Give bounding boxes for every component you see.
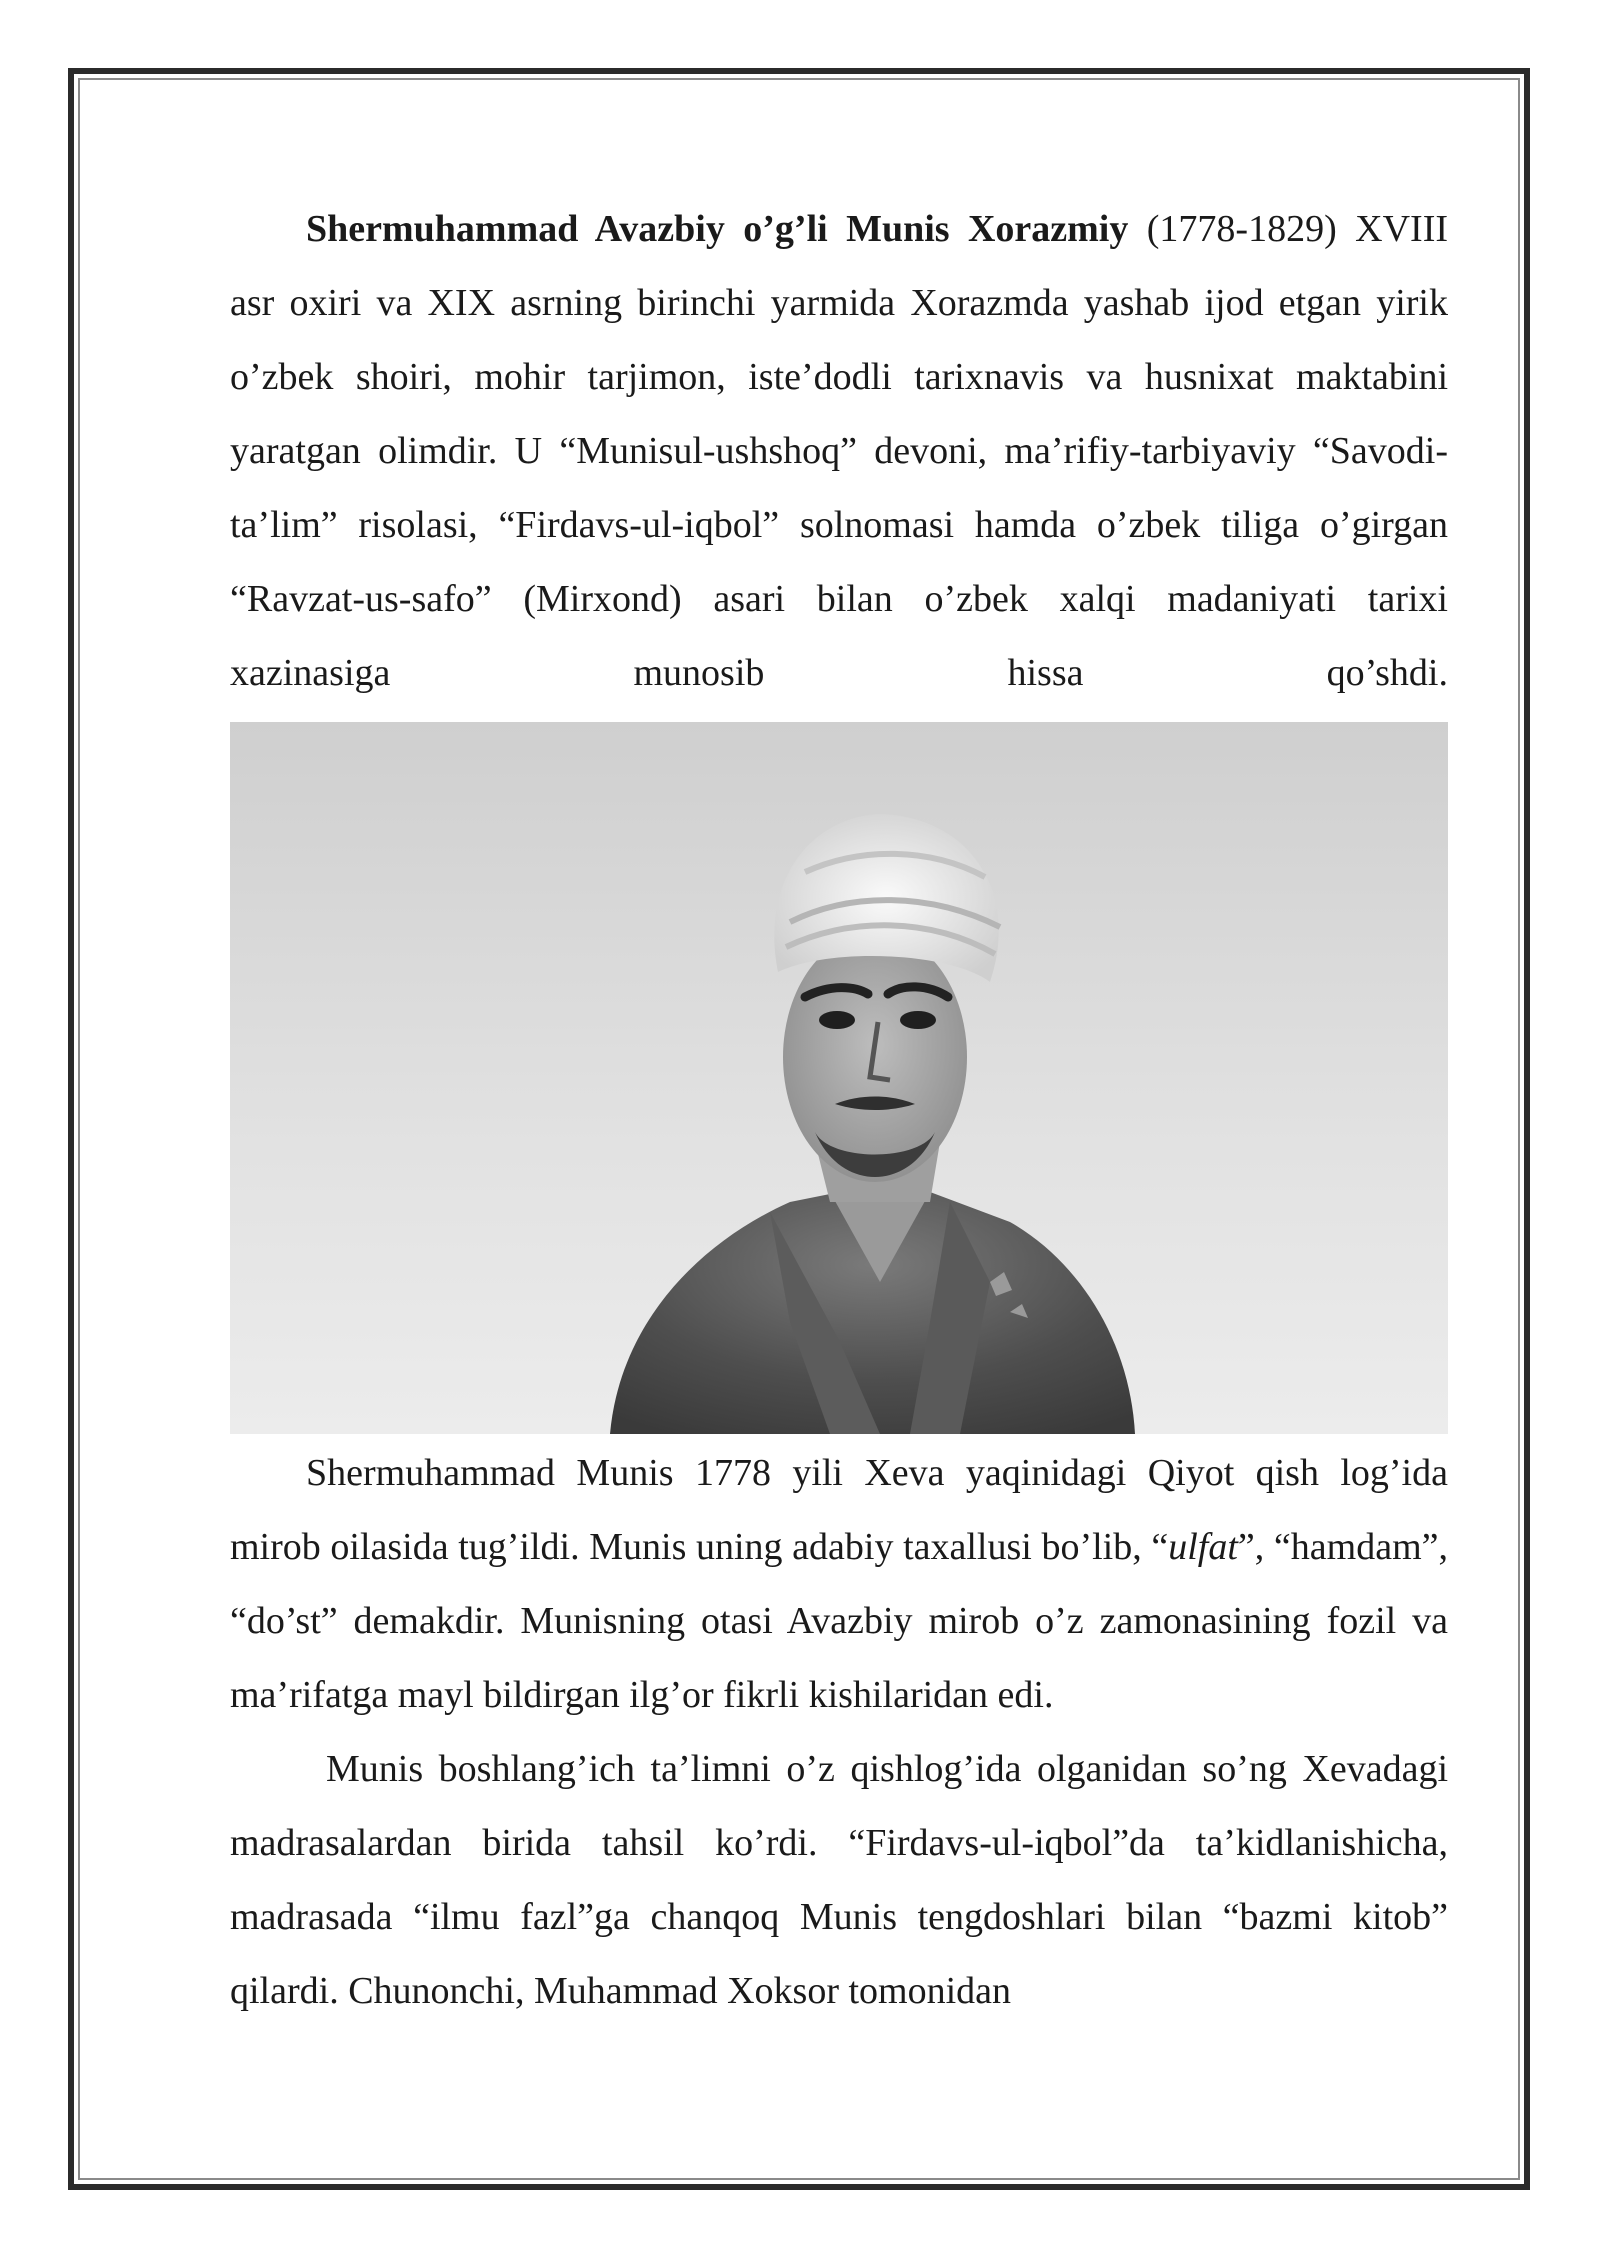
author-full-name: Shermuhammad Avazbiy o’g’li Munis Xorazmiy [306,208,1129,250]
birth-text-b: ”, “hamdam”, “do’st” demakdir. Munisning otasi Avazbiy mirob o’z zamonasining fozil va ma’rifatga mayl bildirgan ilg’or fikrli kishilaridan edi. [230,1526,1448,1716]
paragraph-intro [230,192,1448,710]
intro-text: (1778-1829) XVIII asr oxiri va XIX asrning birinchi yarmida Xorazmda yashab ijod etgan yirik o’zbek shoiri, mohir tarjimon, iste’dodli tarixnavis va husnixat maktabini yaratgan olimdir. U “Munisul-ushshoq” devoni, ma’rifiy-tarbiyaviy “Savodi-ta’lim” risolasi, “Firdavs-ul-iqbol” solnomasi hamda o’zbek tiliga o’girgan “Ravzat-us-safo” (Mirxond) asari bilan o’zbek xalqi madaniyati tarixi xazinasiga munosib hissa qo’shdi. [230,208,1448,694]
portrait-image [230,722,1448,1434]
ulfat-italic: ulfat [1168,1526,1238,1568]
document-body [230,192,1448,2028]
birth-text-a: Shermuhammad Munis 1778 yili Xeva yaqinidagi Qiyot qish log’ida mirob oilasida tug’ildi. Munis uning adabiy taxallusi bo’lib, “ [230,1452,1448,1568]
paragraph-education: Munis boshlang’ich ta’limni o’z qishlog’ida olganidan so’ng Xevadagi madrasalardan birida tahsil ko’rdi. “Firdavs-ul-iqbol”da ta’kidlanishicha, madrasada “ilmu fazl”ga chanqoq Munis tengdoshlari bilan “bazmi kitob” qilardi. Chunonchi, Muhammad Xoksor tomonidan [230,1748,1448,2012]
paragraph-birth [230,1436,1448,1732]
